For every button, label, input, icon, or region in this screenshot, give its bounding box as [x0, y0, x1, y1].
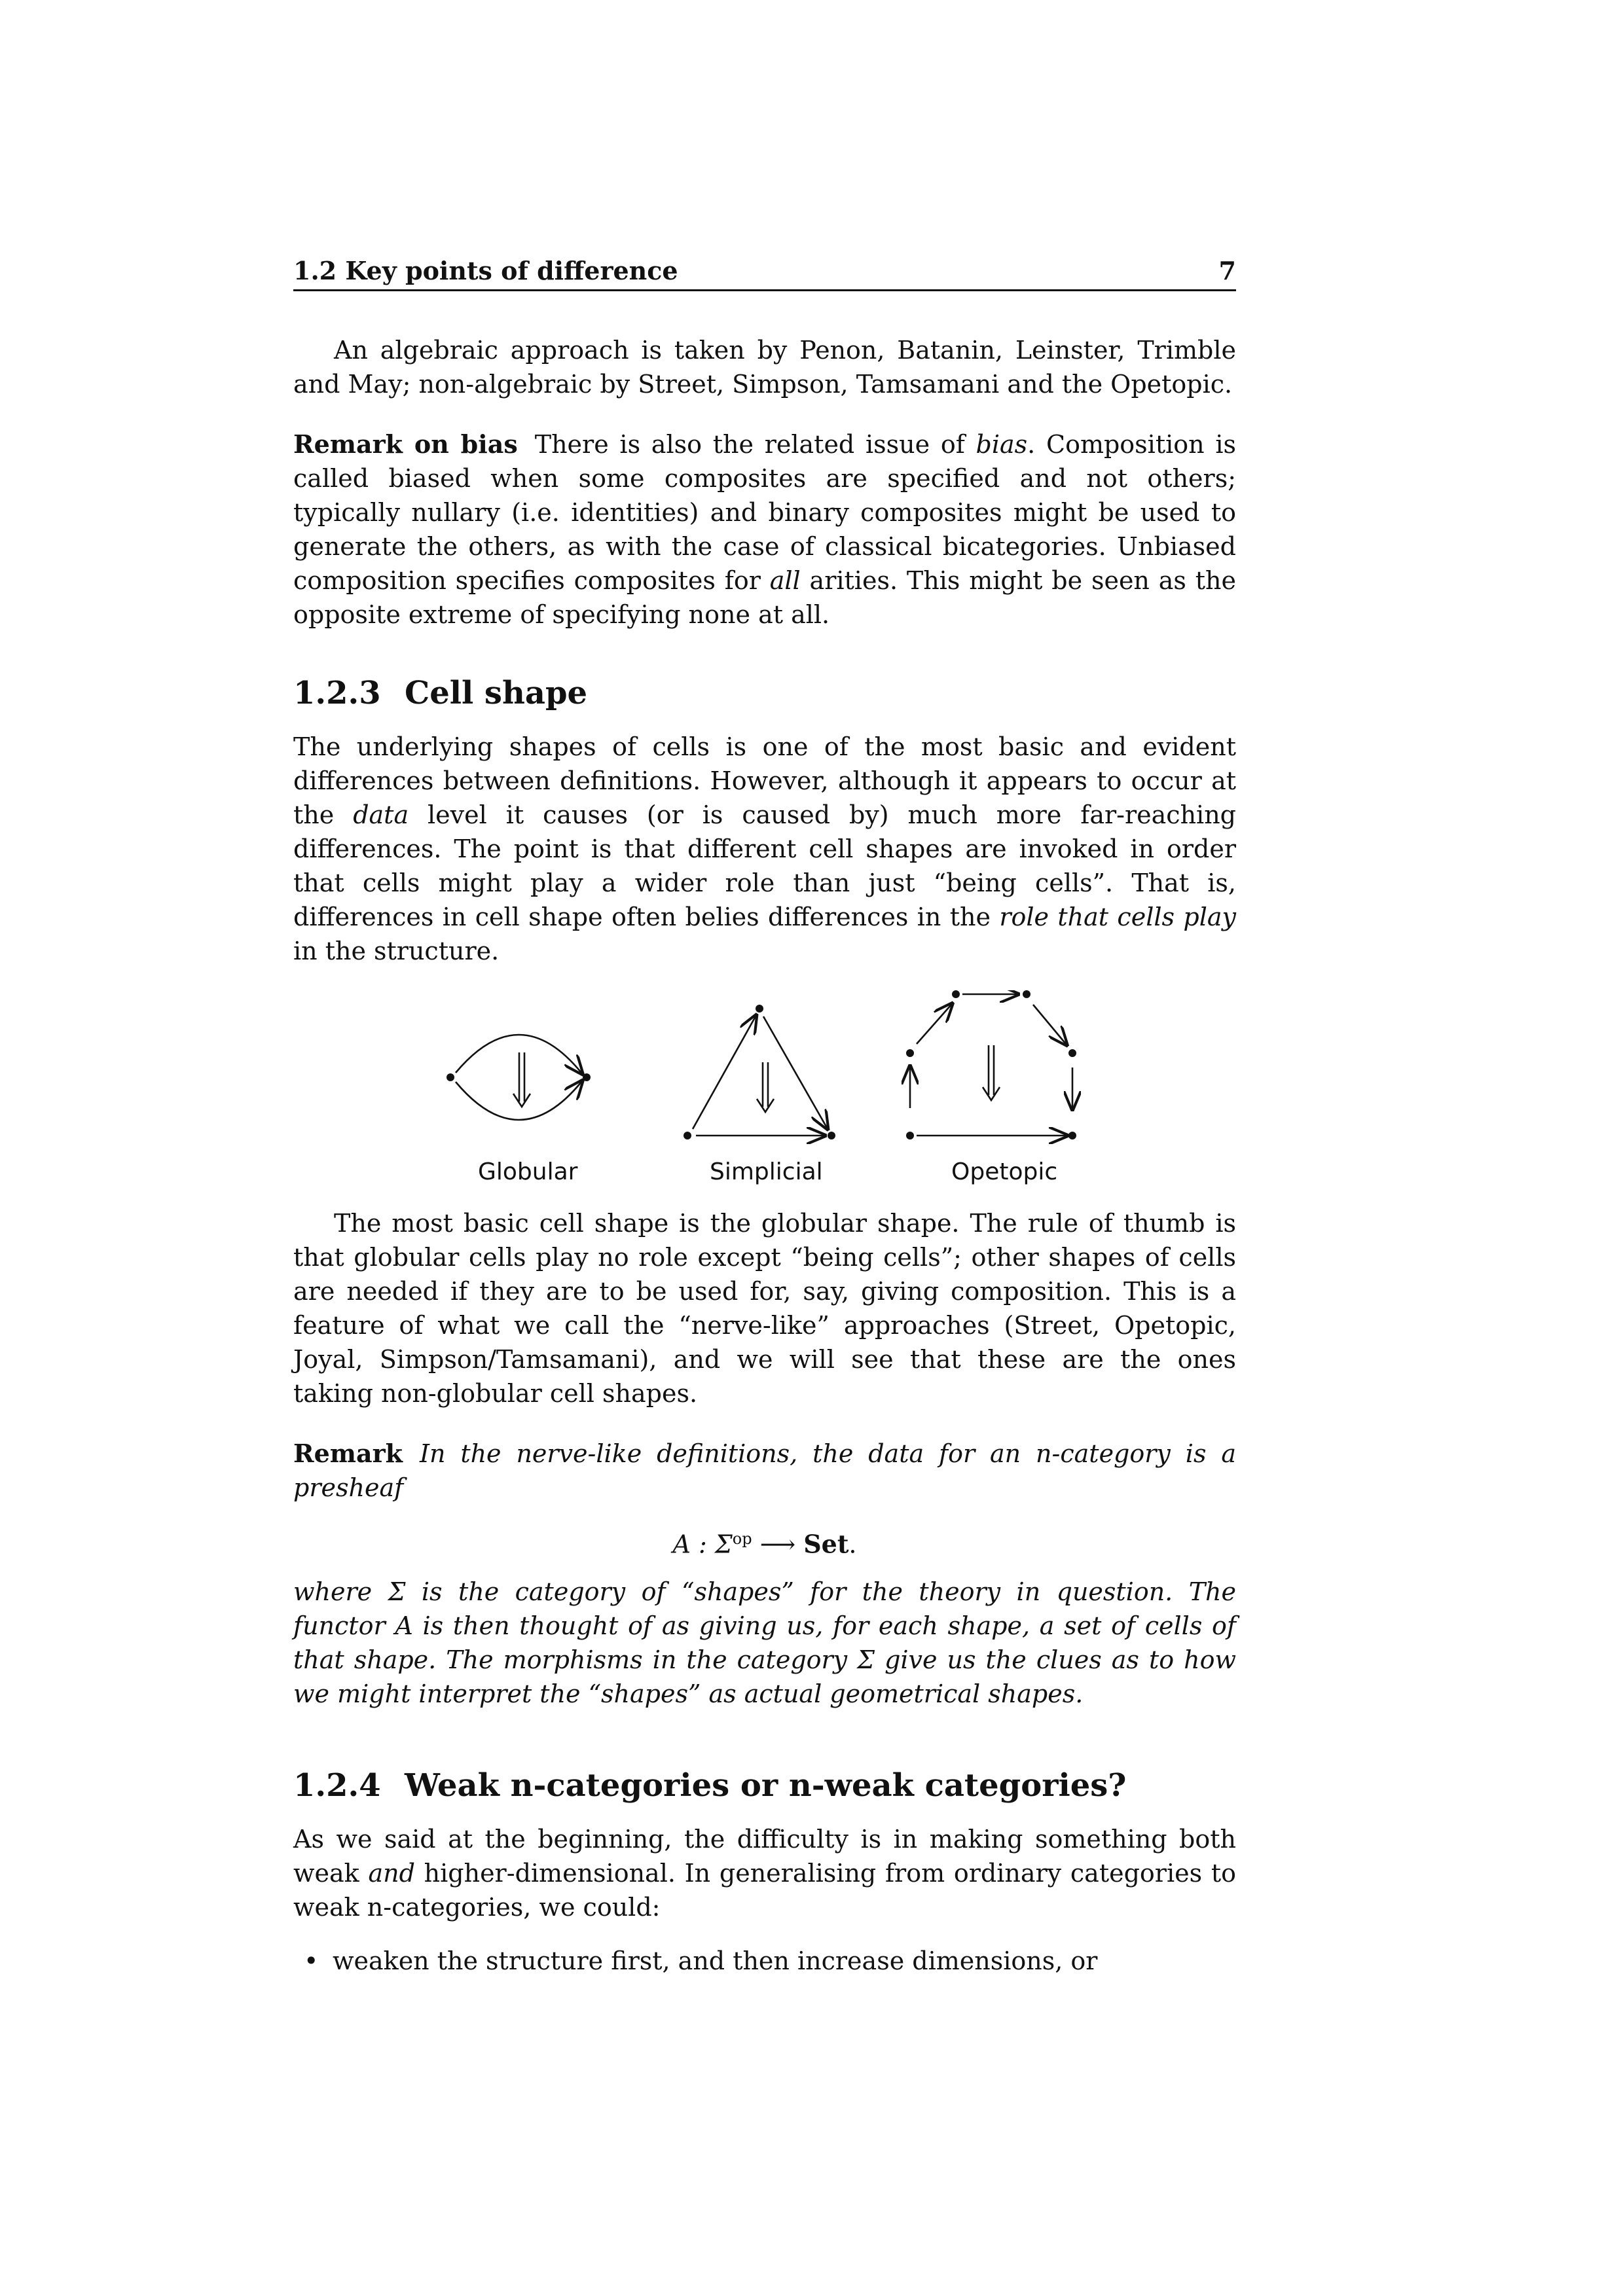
remark-paragraph	[293, 1437, 1236, 1505]
globular-paragraph: The most basic cell shape is the globular shape. The rule of thumb is that globular cells play no role except “being cells”; other shapes of cells are needed if they are to be used for, say, giving composition. This is a feature of what we call the “nerve-like” approaches (Street, Opetopic, Joyal, Simpson/Tamsamani), and we will see that these are the ones taking non-globular cell shapes.	[293, 1209, 1236, 1408]
remark-bias-text-3: arities. This might be seen as the opposite extreme of specifying none at all.	[293, 566, 1236, 629]
section-heading: 1.2 Key points of difference	[293, 256, 678, 285]
cell-shape-text-c: in the structure.	[293, 937, 500, 965]
data-word: data	[353, 800, 409, 829]
formula-end: .	[848, 1530, 857, 1559]
page-content	[293, 254, 1236, 1978]
remark-continuation: where Σ is the category of “shapes” for the theory in question. The functor A is then thought of as giving us, for each shape, a set of cells of that shape. The morphisms in the category Σ give us the clues as to how we might interpret the “shapes” as actual geometrical shapes.	[293, 1577, 1236, 1708]
opetopic-diagram	[910, 994, 1072, 1136]
display-formula	[293, 1522, 1236, 1562]
caption-opetopic: Opetopic	[951, 1158, 1058, 1185]
bias-word: bias	[976, 430, 1028, 459]
intro-paragraph: An algebraic approach is taken by Penon, Batanin, Leinster, Trimble and May; non-algebraic by Street, Simpson, Tamsamani and the Opetopic.	[293, 336, 1236, 399]
section-1-2-4-title: Weak n-categories or n-weak categories?	[405, 1767, 1127, 1804]
remark-bias-label: Remark on bias	[293, 429, 518, 459]
and-word: and	[368, 1858, 415, 1888]
running-head	[293, 254, 1236, 291]
remark-bias-text-2: . Composition is called biased when some composites are specified and not others; typically nullary (i.e. identities) and binary composites might be used to generate the others, as with the case of classical bicategories. Unbiased composition specifies composites for	[293, 430, 1237, 595]
section-1-2-3-title: Cell shape	[405, 675, 588, 711]
list-item	[293, 1944, 1236, 1978]
formula-arrow: ⟶	[752, 1530, 804, 1559]
remark-label: Remark	[293, 1439, 403, 1468]
all-word: all	[769, 566, 801, 595]
formula-set: Set	[803, 1529, 849, 1559]
formula-sup: op	[732, 1530, 752, 1548]
section-1-2-3-heading	[293, 673, 1236, 713]
cell-shape-text-b: level it causes (or is caused by) much more far-reaching differences. The point is that different cell shapes are invoked in order that cells might play a wider role than just “being cells”. That is, differences in cell shape often belies differences in the	[293, 800, 1237, 931]
weak-paragraph	[293, 1822, 1236, 1924]
cell-shape-paragraph	[293, 730, 1236, 968]
cell-shape-text-a: The underlying shapes of cells is one of the most basic and evident differences between definitions. However, although it appears to occur at the	[293, 732, 1236, 829]
section-1-2-3-number: 1.2.3	[293, 675, 381, 711]
globular-diagram	[456, 1035, 581, 1120]
remark-text: In the nerve-like definitions, the data for an n-category is a presheaf	[293, 1439, 1236, 1502]
weak-text-a: As we said at the beginning, the difficulty is in making something both weak	[293, 1824, 1236, 1888]
cell-shapes-figure	[293, 990, 1236, 1187]
remark-bias-paragraph	[293, 427, 1236, 632]
remark-bias-text-1: There is also the related issue of	[534, 430, 976, 459]
list-item-text: weaken the structure first, and then increase dimensions, or	[333, 1946, 1098, 1975]
formula-left: A : Σ	[672, 1530, 733, 1559]
page-number: 7	[1218, 256, 1236, 285]
caption-globular: Globular	[478, 1158, 578, 1185]
weak-text-b: higher-dimensional. In generalising from ordinary categories to weak n-categories, we could:	[293, 1858, 1236, 1922]
simplicial-diagram	[693, 1016, 827, 1136]
section-1-2-4-heading	[293, 1766, 1236, 1805]
approach-list	[293, 1944, 1236, 1978]
cell-shapes-diagram	[293, 990, 1236, 1154]
role-phrase: role that cells play	[999, 903, 1236, 931]
bullet-icon: •	[304, 1946, 319, 1975]
section-1-2-4-number: 1.2.4	[293, 1767, 381, 1804]
caption-simplicial: Simplicial	[710, 1158, 823, 1185]
